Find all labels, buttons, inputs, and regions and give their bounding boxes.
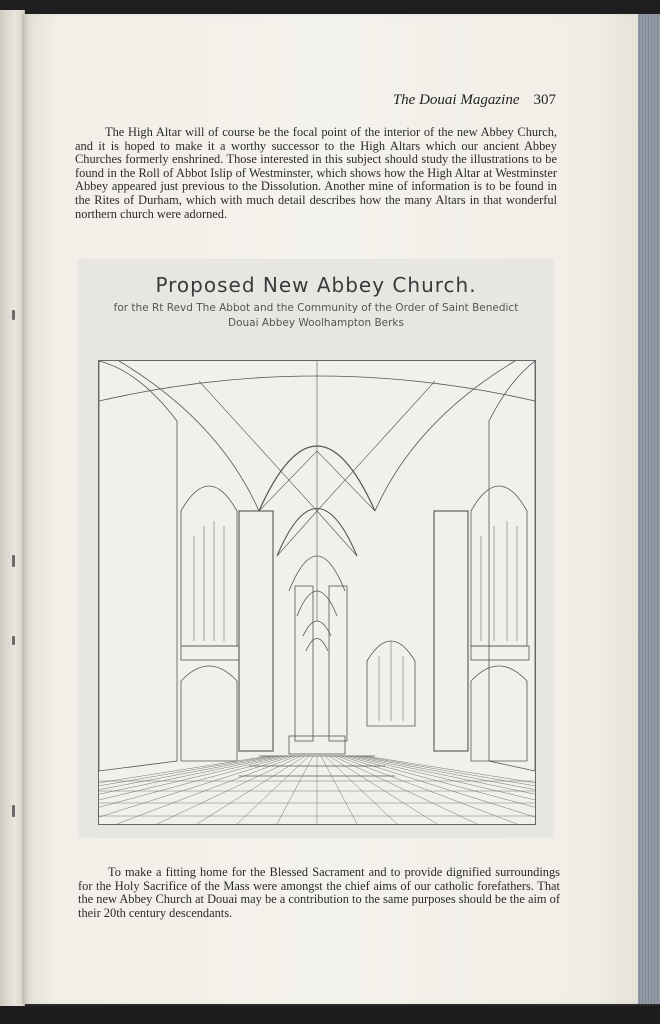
page-stack-edges	[638, 14, 660, 1004]
book-binding-top	[0, 0, 660, 14]
plate-title: Proposed New Abbey Church.	[155, 273, 477, 297]
illustration-plate	[78, 259, 554, 838]
book-binding-bottom	[0, 1006, 660, 1024]
page-edge-mark	[12, 805, 15, 817]
page-edge-mark	[12, 636, 15, 645]
church-interior-sketch	[99, 361, 535, 824]
paragraph-blessed-sacrament: To make a fitting home for the Blessed Sacrament and to provide dignified surroundings for the Holy Sacrifice of the Mass were amongst the chief aims of our catholic forefathers. That the new Abbey Church at Douai may be a contribution to the same purposes should be the aim of their 20th century descendants.	[78, 865, 560, 920]
page-edge-mark	[12, 555, 15, 567]
running-head-title: The Douai Magazine	[392, 92, 520, 108]
page-edge-mark	[12, 310, 15, 320]
nave-perspective-drawing	[98, 360, 536, 825]
plate-subtitle: for the Rt Revd The Abbot and the Community of the Order of Saint Benedict	[113, 302, 519, 314]
paragraph-high-altar: The High Altar will of course be the focal point of the interior of the new Abbey Church, and it is hoped to make it a worthy successor to the High Altars which our ancient Abbey Churches formerly enshrined. Those interested in this subject should study the illustrations to be found in the Roll of Abbot Islip of Westminster, which shows how the High Altar at Westminster Abbey appeared just previous to the Dissolution. Another mine of information is to be found in the Rites of Durham, which with much detail describes how the many Altars in that wonderful northern church were adorned.	[75, 125, 557, 221]
running-head	[393, 92, 556, 109]
plate-subtitle-location: Douai Abbey Woolhampton Berks	[228, 317, 404, 329]
page-number: 307	[533, 92, 556, 108]
